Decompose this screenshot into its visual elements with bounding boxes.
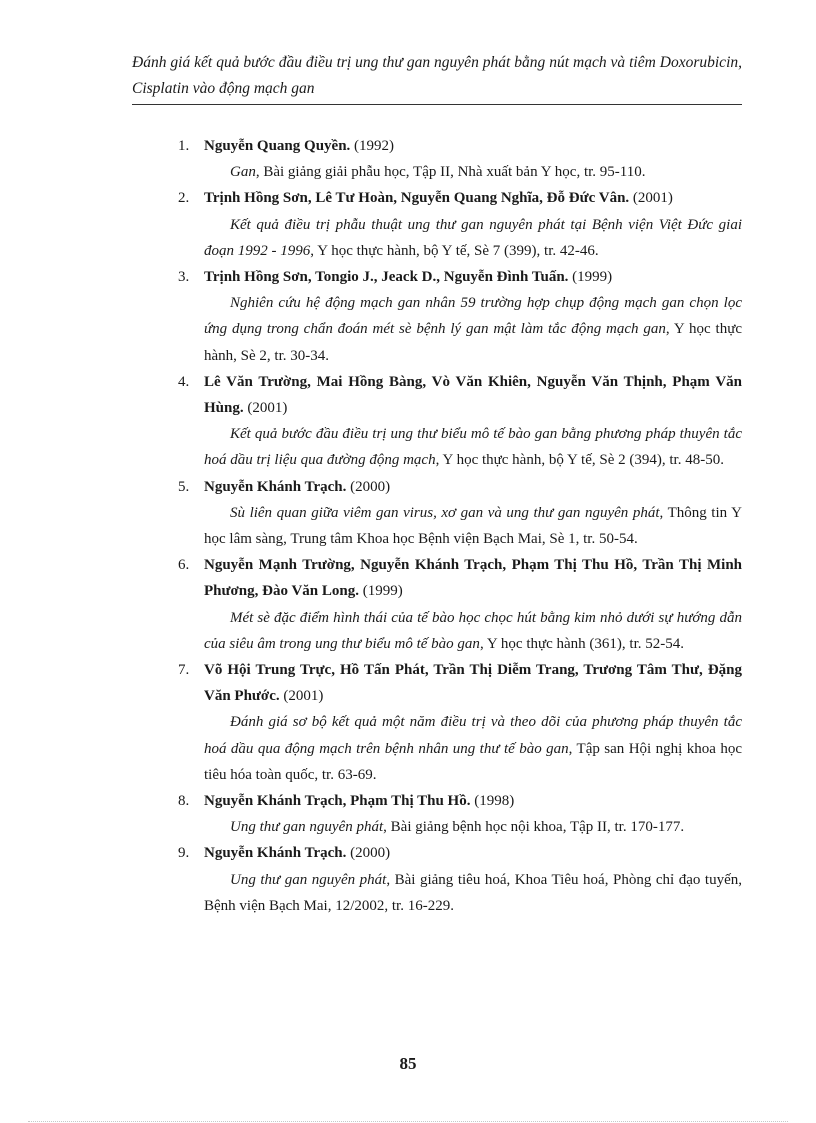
reference-number: 5.: [178, 478, 190, 495]
reference-number: 9.: [178, 845, 190, 862]
reference-title: Sù liên quan giữa viêm gan virus, xơ gan và ung thư gan nguyên phát: [230, 504, 660, 521]
reference-year: (2000): [346, 845, 391, 862]
reference-source: , Y học thực hành, bộ Y tế, Sè 7 (399), tr. 42-46.: [310, 242, 599, 259]
reference-number: 7.: [178, 662, 190, 679]
reference-authors: Lê Văn Trường, Mai Hồng Bàng, Vò Văn Khiên, Nguyễn Văn Thịnh, Phạm Văn Hùng.: [204, 373, 742, 417]
header-divider: [132, 104, 742, 105]
reference-source: , Bài giảng giải phẫu học, Tập II, Nhà xuất bản Y học, tr. 95-110.: [255, 164, 646, 181]
reference-number: 8.: [178, 793, 190, 810]
reference-number: 1.: [178, 138, 190, 154]
running-header: Đánh giá kết quả bước đầu điều trị ung thư gan nguyên phát bằng nút mạch và tiêm Doxorubicin, Cisplatin vào động mạch gan: [132, 54, 742, 97]
reference-year: (2000): [346, 478, 391, 495]
reference-title: Mét sè đặc điểm hình thái của tế bào học chọc hút bằng kim nhỏ dưới sự hướng dẫn của siêu âm trong ung thư biểu mô tế bào gan: [204, 609, 742, 652]
reference-source: , Thông tin Y học lâm sàng, Trung tâm Khoa học Bệnh viện Bạch Mai, Sè 1, tr. 50-54.: [204, 504, 742, 548]
reference-authors: Nguyễn Khánh Trạch.: [204, 478, 347, 495]
reference-source: , Y học thực hành, Sè 2, tr. 30-34.: [204, 321, 742, 364]
reference-item: [178, 552, 742, 657]
reference-source: , Y học thực hành (361), tr. 52-54.: [479, 635, 684, 652]
reference-year: (2001): [279, 688, 324, 705]
reference-year: (2001): [243, 400, 288, 417]
reference-title: Gan: [230, 164, 256, 181]
reference-authors: Nguyễn Quang Quyền.: [204, 138, 351, 154]
reference-item: [178, 133, 742, 185]
reference-title: Nghiên cứu hệ động mạch gan nhân 59 trường hợp chụp động mạch gan chọn lọc ứng dụng trong chẩn đoán mét sè bệnh lý gan mật làm tắc động mạch gan: [204, 295, 742, 338]
reference-item: [178, 264, 742, 369]
reference-source: , Tập san Hội nghị khoa học tiêu hóa toàn quốc, tr. 63-69.: [204, 740, 742, 783]
reference-list: [178, 133, 742, 919]
page-bottom-border: [28, 1121, 788, 1122]
reference-source: , Bài giảng bệnh học nội khoa, Tập II, tr. 170-177.: [383, 819, 685, 836]
reference-title: Kết quả điều trị phẫu thuật ung thư gan nguyên phát tại Bệnh viện Việt Đức giai đoạn 1992 - 1996: [204, 216, 742, 259]
reference-number: 6.: [178, 557, 190, 574]
reference-number: 4.: [178, 373, 190, 390]
reference-authors: Trịnh Hồng Sơn, Tongio J., Jeack D., Nguyễn Đình Tuấn.: [204, 269, 569, 286]
reference-item: [178, 369, 742, 474]
reference-number: 3.: [178, 269, 190, 286]
reference-number: 2.: [178, 190, 190, 207]
reference-authors: Nguyễn Mạnh Trường, Nguyễn Khánh Trạch, Phạm Thị Thu Hồ, Trần Thị Minh Phương, Đào Văn Long.: [204, 557, 742, 600]
reference-title: Kết quả bước đầu điều trị ung thư biểu mô tế bào gan bằng phương pháp thuyên tắc hoá dầu trị liệu qua đường động mạch: [204, 426, 742, 469]
reference-year: (1992): [350, 138, 395, 154]
reference-authors: Võ Hội Trung Trực, Hồ Tấn Phát, Trần Thị Diễm Trang, Trương Tâm Thư, Đặng Văn Phước.: [204, 662, 742, 705]
reference-year: (1999): [359, 583, 403, 600]
reference-authors: Trịnh Hồng Sơn, Lê Tư Hoàn, Nguyễn Quang Nghĩa, Đỗ Đức Vân.: [204, 190, 630, 207]
reference-authors: Nguyễn Khánh Trạch.: [204, 845, 347, 862]
reference-source: , Y học thực hành, bộ Y tế, Sè 2 (394), tr. 48-50.: [435, 452, 724, 469]
reference-item: [178, 788, 742, 840]
page-number: 85: [399, 1054, 417, 1073]
reference-item: [178, 840, 742, 919]
reference-title: Đánh giá sơ bộ kết quả một năm điều trị và theo dõi của phương pháp thuyên tắc hoá dầu qua động mạch trên bệnh nhân ung thư tế bào gan: [204, 714, 742, 757]
reference-year: (1999): [568, 269, 613, 286]
reference-source: , Bài giảng tiêu hoá, Khoa Tiêu hoá, Phòng chỉ đạo tuyến, Bệnh viện Bạch Mai, 12/2002, tr. 16-229.: [204, 871, 742, 914]
reference-item: [178, 185, 742, 264]
reference-item: [178, 474, 742, 553]
reference-title: Ung thư gan nguyên phát: [230, 871, 387, 888]
reference-authors: Nguyễn Khánh Trạch, Phạm Thị Thu Hồ.: [204, 793, 471, 810]
reference-item: [178, 657, 742, 788]
reference-title: Ung thư gan nguyên phát: [230, 819, 384, 836]
reference-year: (1998): [470, 793, 515, 810]
reference-year: (2001): [629, 190, 673, 207]
